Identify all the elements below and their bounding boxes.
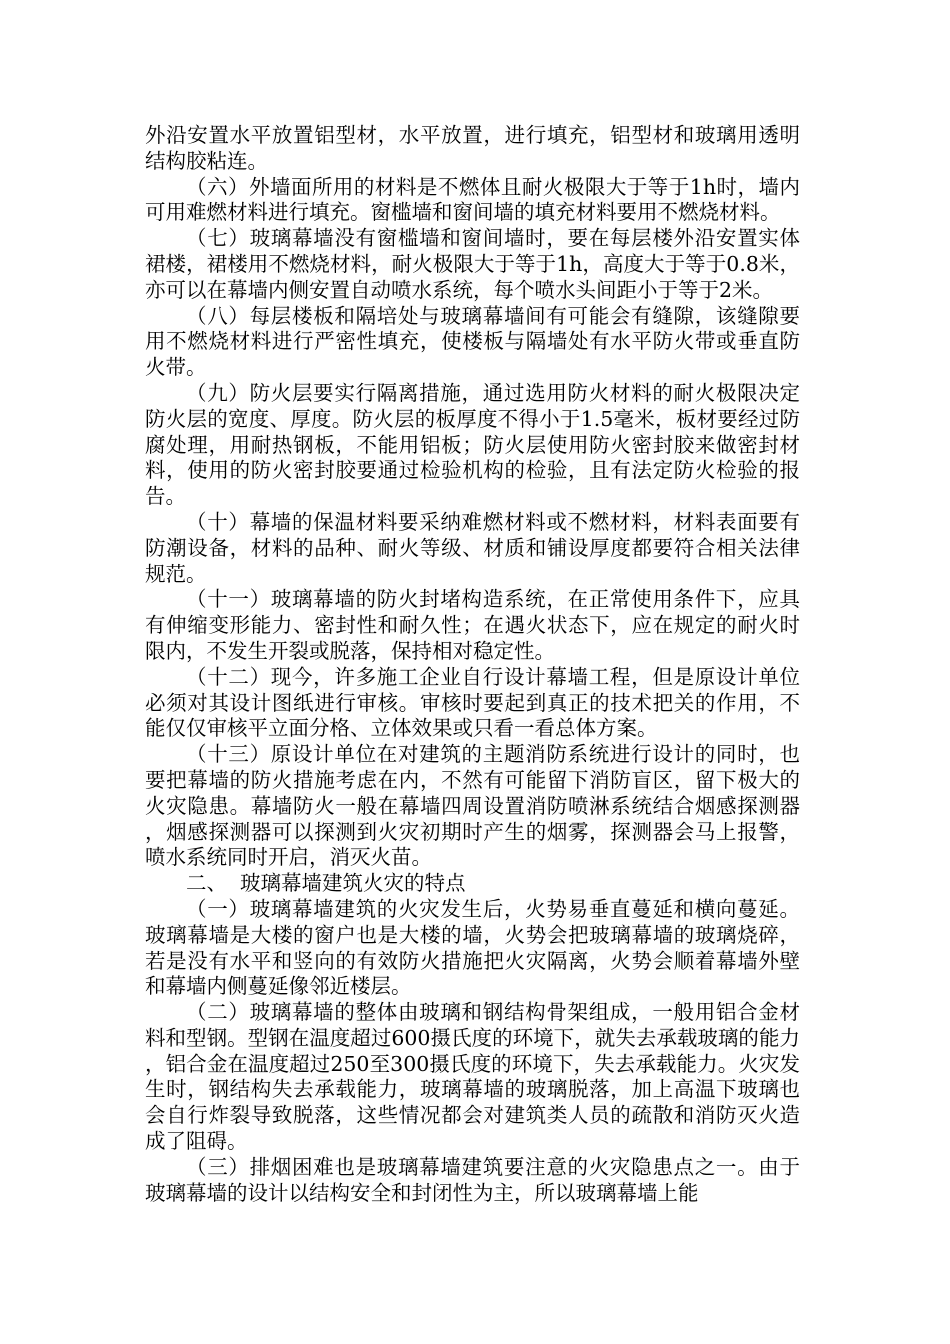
paragraph-continued: 外沿安置水平放置铝型材，水平放置，进行填充，铝型材和玻璃用透明结构胶粘连。 xyxy=(145,123,800,173)
paragraph-item-7: （七）玻璃幕墙没有窗槛墙和窗间墙时，要在每层楼外沿安置实体裙楼，裙楼用不燃烧材料，耐火极限大于等于1h，高度大于等于0.8米，亦可以在幕墙内侧安置自动喷水系统，每个喷水头间距小于等于2米。 xyxy=(145,226,800,302)
paragraph-item-10: （十）幕墙的保温材料要采纳难燃材料或不燃材料，材料表面要有防潮设备，材料的品种、耐火等级、材质和铺设厚度都要符合相关法律规范。 xyxy=(145,509,800,586)
paragraph-fire-feature-3: （三）排烟困难也是玻璃幕墙建筑要注意的火灾隐患点之一。由于玻璃幕墙的设计以结构安全和封闭性为主，所以玻璃幕墙上能 xyxy=(145,1154,800,1205)
paragraph-item-6: （六）外墙面所用的材料是不燃体且耐火极限大于等于1h时，墙内可用难燃材料进行填充。窗槛墙和窗间墙的填充材料要用不燃烧材料。 xyxy=(145,174,800,225)
document-page xyxy=(145,123,800,1206)
paragraph-fire-feature-1: （一）玻璃幕墙建筑的火灾发生后，火势易垂直蔓延和横向蔓延。玻璃幕墙是大楼的窗户也是大楼的墙，火势会把玻璃幕墙的玻璃烧碎，若是没有水平和竖向的有效防火措施把火灾隔离，火势会顺着幕墙外壁和幕墙内侧蔓延像邻近楼层。 xyxy=(145,896,800,999)
paragraph-item-11: （十一）玻璃幕墙的防火封堵构造系统，在正常使用条件下，应具有伸缩变形能力、密封性和耐久性；在遇火状态下，应在规定的耐火时限内，不发生开裂或脱落，保持相对稳定性。 xyxy=(145,587,800,663)
paragraph-item-12: （十二）现今，许多施工企业自行设计幕墙工程，但是原设计单位必须对其设计图纸进行审核。审核时要起到真正的技术把关的作用，不能仅仅审核平立面分格、立体效果或只看一看总体方案。 xyxy=(145,664,800,741)
paragraph-item-13: （十三）原设计单位在对建筑的主题消防系统进行设计的同时，也要把幕墙的防火措施考虑在内，不然有可能留下消防盲区，留下极大的火灾隐患。幕墙防火一般在幕墙四周设置消防喷淋系统结合烟感探测器，烟感探测器可以探测到火灾初期时产生的烟雾，探测器会马上报警，喷水系统同时开启，消灭火苗。 xyxy=(145,742,800,870)
paragraph-item-9: （九）防火层要实行隔离措施，通过选用防火材料的耐火极限决定防火层的宽度、厚度。防火层的板厚度不得小于1.5毫米，板材要经过防腐处理，用耐热钢板，不能用铝板；防火层使用防火密封胶来做密封材料，使用的防火密封胶要通过检验机构的检验，且有法定防火检验的报告。 xyxy=(145,380,800,509)
paragraph-fire-feature-2: （二）玻璃幕墙的整体由玻璃和钢结构骨架组成，一般用铝合金材料和型钢。型钢在温度超过600摄氏度的环境下，就失去承载玻璃的能力，铝合金在温度超过250至300摄氏度的环境下，失去承载能力。火灾发生时，钢结构失去承载能力，玻璃幕墙的玻璃脱落，加上高温下玻璃也会自行炸裂导致脱落，这些情况都会对建筑类人员的疏散和消防灭火造成了阻碍。 xyxy=(145,1000,800,1154)
paragraph-item-8: （八）每层楼板和隔培处与玻璃幕墙间有可能会有缝隙，该缝隙要用不燃烧材料进行严密性填充，使楼板与隔墙处有水平防火带或垂直防火带。 xyxy=(145,303,800,380)
section-heading: 二、 玻璃幕墙建筑火灾的特点 xyxy=(186,871,466,896)
